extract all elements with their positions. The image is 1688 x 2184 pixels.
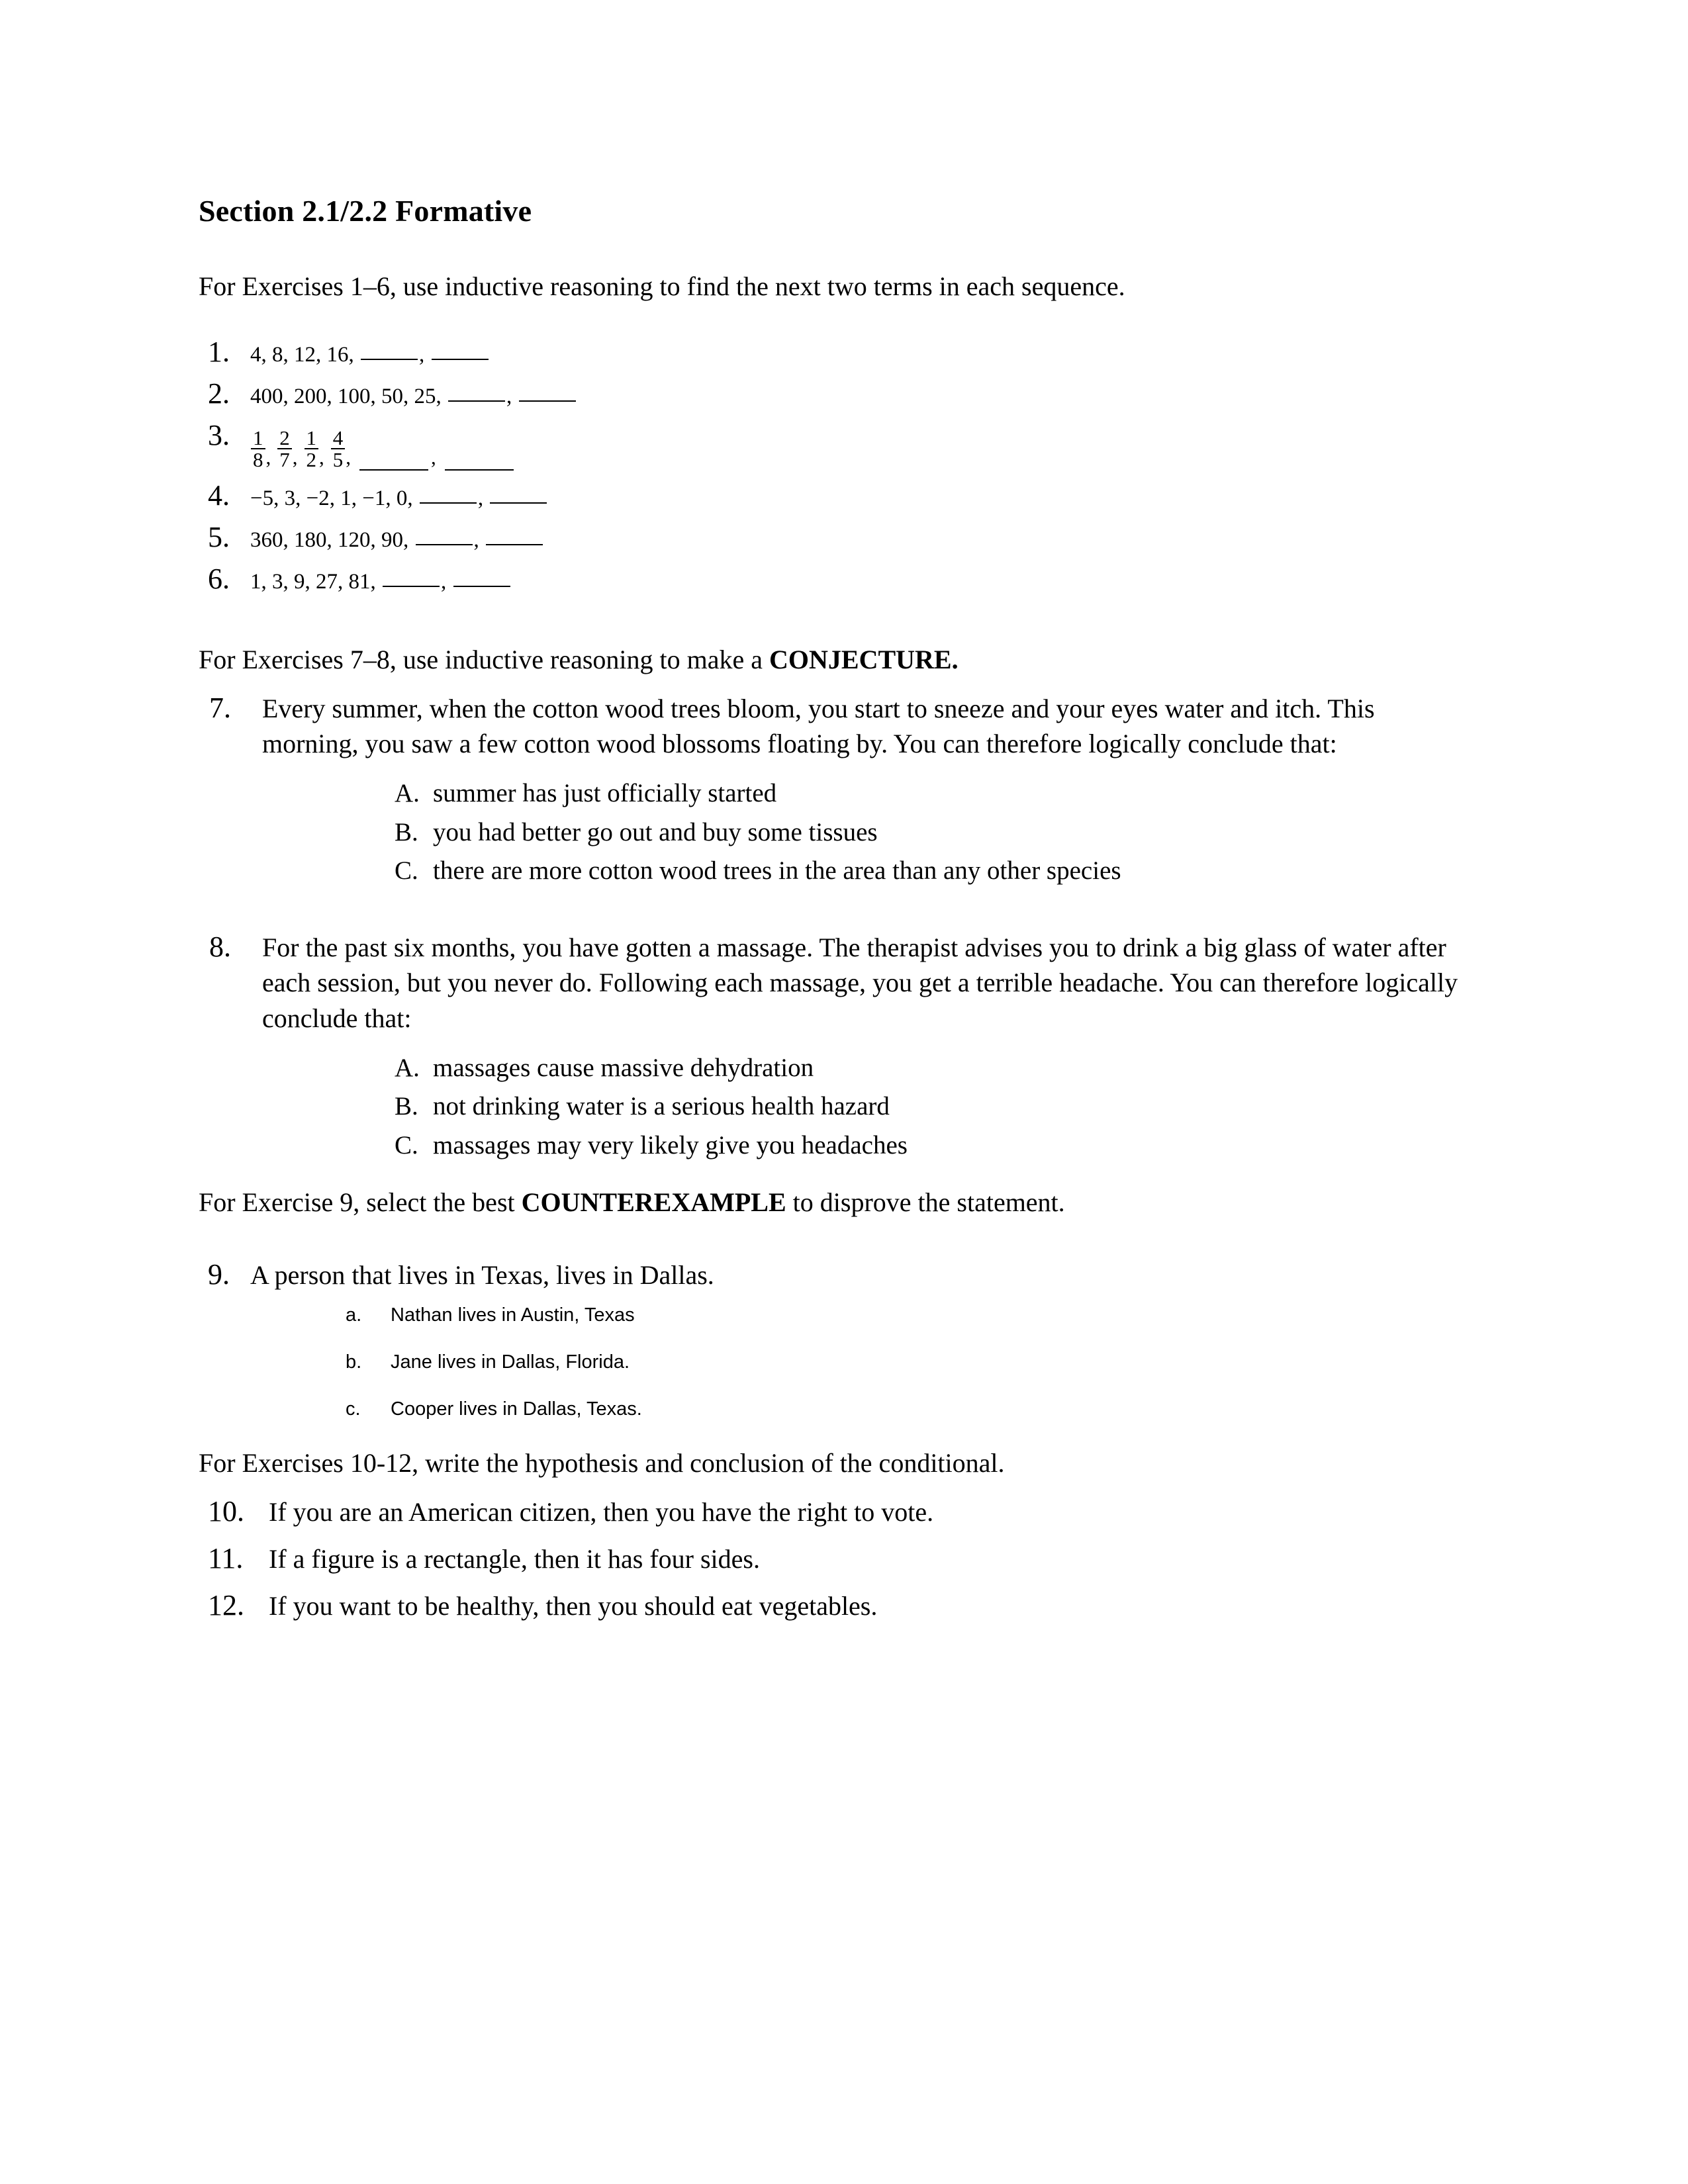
sequence-terms: 4, 8, 12, 16, [250,342,354,367]
question-7 [199,691,1489,762]
list-item [199,1588,1489,1623]
choice-option[interactable] [346,1351,1489,1373]
question-9 [199,1257,1489,1420]
fraction-denominator: 7 [279,448,290,472]
counterexample-keyword: COUNTEREXAMPLE [521,1187,786,1217]
fraction [277,428,292,471]
list-item [199,1494,1489,1529]
choice-letter: A. [395,1053,420,1082]
answer-blank[interactable] [432,359,489,360]
sequence-terms: −5, 3, −2, 1, −1, 0, [250,486,413,510]
instruction-text-end: to disprove the statement. [786,1187,1065,1217]
fraction [305,428,319,471]
item-content: −5, 3, −2, 1, −1, 0, , [250,482,548,512]
item-content: $\frac{1}{8}$ , $\frac{2}{7}$ , $\frac{1}{2}$ , $\frac{4}{5}$ , , [250,422,516,471]
choice-letter: A. [395,778,420,807]
fraction [331,428,346,471]
answer-blank[interactable] [490,502,547,504]
choice-option[interactable] [346,1398,1489,1420]
choice-text: not drinking water is a serious health hazard [433,1092,890,1121]
choice-text: massages may very likely give you headaches [433,1130,908,1160]
question-number: 7. [209,691,231,724]
choice-letter: B. [395,817,418,846]
conditional-text: If a figure is a rectangle, then it has four sides. [269,1543,760,1574]
choice-text: there are more cotton wood trees in the area than any other species [433,856,1121,886]
choice-option[interactable] [395,854,1489,889]
choice-letter: b. [346,1351,362,1373]
question-7-choices [395,776,1489,889]
item-number: 2. [208,377,230,410]
item-number: 4. [208,478,230,512]
instruction-text: For Exercise 9, select the best [199,1187,522,1217]
answer-blank[interactable] [359,467,428,471]
answer-blank[interactable] [445,467,514,471]
choice-letter: C. [395,1130,418,1160]
answer-blank[interactable] [519,400,576,402]
conjecture-keyword: CONJECTURE. [769,644,959,674]
instruction-exercises-10-12: For Exercises 10-12, write the hypothesis and conclusion of the conditional. [199,1447,1005,1478]
answer-blank[interactable] [420,502,477,504]
item-content: 360, 180, 120, 90, , [250,523,544,554]
question-8 [199,930,1489,1036]
list-item [199,520,1489,554]
item-content: 400, 200, 100, 50, 25, , [250,380,577,410]
page-title: Section 2.1/2.2 Formative [199,194,532,228]
choice-letter: C. [395,856,418,886]
choice-text: Nathan lives in Austin, Texas [391,1304,635,1326]
choice-letter: B. [395,1092,418,1121]
conditional-list [199,1494,1489,1623]
instruction-exercise-9 [199,1185,1489,1220]
choice-letter: a. [346,1304,362,1326]
answer-blank[interactable] [453,586,510,587]
list-item [199,1541,1489,1576]
question-8-choices [395,1051,1489,1163]
list-item [199,335,1489,369]
item-number: 3. [208,418,230,451]
fraction-denominator: 8 [253,448,263,472]
item-number: 6. [208,562,230,595]
conditional-text: If you are an American citizen, then you have the right to vote. [269,1496,934,1527]
choice-option[interactable] [395,815,1489,850]
instruction-exercises-7-8 [199,642,1489,678]
item-number: 10. [208,1494,244,1527]
question-number: 8. [209,930,231,963]
choice-text: summer has just officially started [433,778,777,807]
choice-option[interactable] [346,1304,1489,1326]
fraction-denominator: 2 [306,448,316,472]
choice-option[interactable] [395,776,1489,811]
answer-blank[interactable] [383,586,440,587]
question-text: A person that lives in Texas, lives in Dallas. [250,1259,714,1290]
item-number: 12. [208,1588,244,1621]
instruction-text: For Exercises 7–8, use inductive reasoning to make a [199,644,769,674]
sequence-terms: 1, 3, 9, 27, 81, [250,569,376,594]
choice-option[interactable] [395,1128,1489,1163]
fraction-numerator: 4 [331,428,346,450]
choice-letter: c. [346,1398,361,1420]
item-content: 1, 3, 9, 27, 81, , [250,565,512,596]
choice-text: Cooper lives in Dallas, Texas. [391,1398,642,1420]
fraction-numerator: 1 [305,428,319,450]
answer-blank[interactable] [416,544,473,545]
question-text: Every summer, when the cotton wood trees bloom, you start to sneeze and your eyes water and itch. This morning, you saw a few cotton wood blossoms floating by. You can therefore logically conclude that: [262,693,1375,759]
sequence-terms: 400, 200, 100, 50, 25, [250,384,442,408]
list-item [199,377,1489,410]
instruction-exercises-1-6: For Exercises 1–6, use inductive reasoning to find the next two terms in each sequence. [199,271,1125,301]
item-number: 1. [208,335,230,368]
choice-option[interactable] [395,1089,1489,1124]
list-item [199,562,1489,596]
fraction-denominator: 5 [332,448,344,472]
fraction [251,428,265,471]
choice-text: Jane lives in Dallas, Florida. [391,1351,630,1373]
answer-blank[interactable] [361,359,418,360]
list-item [199,478,1489,512]
item-content: 4, 8, 12, 16, , [250,338,490,369]
item-number: 11. [208,1541,244,1574]
choice-option[interactable] [395,1051,1489,1086]
fraction-numerator: 1 [251,428,265,450]
choice-text: massages cause massive dehydration [433,1053,814,1082]
item-number: 5. [208,520,230,553]
answer-blank[interactable] [448,400,505,402]
sequence-terms: 360, 180, 120, 90, [250,527,409,552]
answer-blank[interactable] [486,544,543,545]
choice-text: you had better go out and buy some tissues [433,817,878,846]
list-item [199,418,1489,471]
question-9-choices [346,1304,1489,1420]
question-number: 9. [208,1257,230,1291]
question-text: For the past six months, you have gotten a massage. The therapist advises you to drink a big glass of water after each session, but you never do. Following each massage, you get a terrible headache. You can therefore logically conclude that: [262,932,1458,1034]
conditional-text: If you want to be healthy, then you should eat vegetables. [269,1590,878,1621]
sequence-list [199,335,1489,596]
fraction-numerator: 2 [277,428,292,450]
